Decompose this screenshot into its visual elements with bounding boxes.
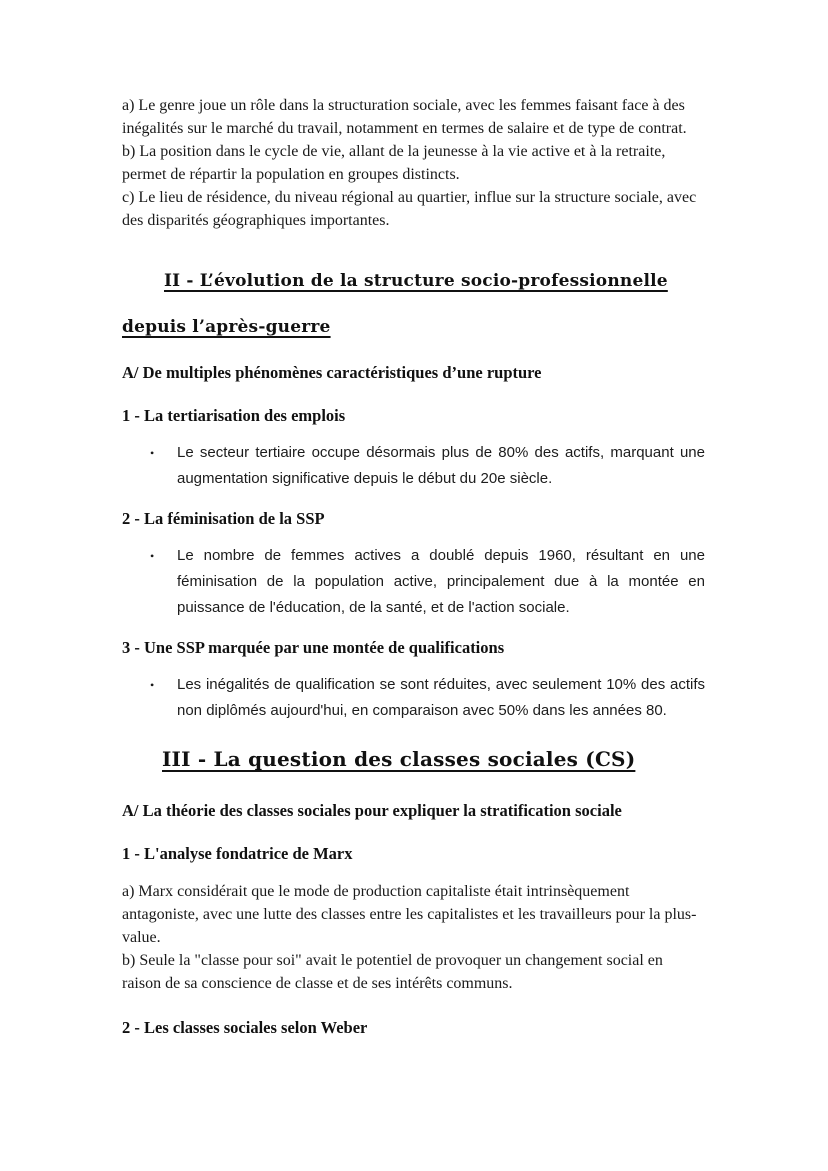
bullet-icon: • [150,678,155,692]
bullet-icon: • [150,549,155,563]
section-2-part-a-heading: A/ De multiples phénomènes caractéristiques d’une rupture [122,363,542,382]
section-3-sub-2-heading: 2 - Les classes sociales selon Weber [122,1018,368,1037]
intro-paragraph-group [122,94,705,232]
section-3-part-a-heading: A/ La théorie des classes sociales pour expliquer la stratification sociale [122,801,622,820]
section-2-sub-1-bullet-item [122,440,705,492]
section-3-title: III - La question des classes sociales (CS) [162,747,636,771]
intro-item-a: a) Le genre joue un rôle dans la structuration sociale, avec les femmes faisant face à des inégalités sur le marché du travail, notamment en termes de salaire et de type de contrat. [122,97,687,137]
section-2-sub-3-bullet-text: Les inégalités de qualification se sont réduites, avec seulement 10% des actifs non diplômés aujourd'hui, en comparaison avec 50% dans les années 80. [177,676,705,719]
marx-paragraph-a: a) Marx considérait que le mode de production capitaliste était intrinsèquement antagoniste, avec une lutte des classes entre les capitalistes et les travailleurs pour la plus-value. [122,883,697,946]
bullet-icon: • [150,446,155,460]
section-2-sub-1-bullet-text: Le secteur tertiaire occupe désormais plus de 80% des actifs, marquant une augmentation significative depuis le début du 20e siècle. [177,444,705,487]
section-2-sub-3-bullet-item [122,672,705,724]
section-2-title: II - L’évolution de la structure socio-professionnelle depuis l’après-guerre [122,271,668,337]
marx-paragraph-group [122,880,705,995]
section-3-sub-1-heading: 1 - L'analyse fondatrice de Marx [122,844,353,863]
section-2-sub-2-bullet-text: Le nombre de femmes actives a doublé depuis 1960, résultant en une féminisation de la population active, principalement due à la montée en puissance de l'éducation, de la santé, et de l'action sociale. [177,547,705,616]
intro-item-b: b) La position dans le cycle de vie, allant de la jeunesse à la vie active et à la retraite, permet de répartir la population en groupes distincts. [122,143,666,183]
section-2-sub-3-heading: 3 - Une SSP marquée par une montée de qualifications [122,638,505,657]
section-2-sub-1-heading: 1 - La tertiarisation des emplois [122,406,346,425]
section-2-sub-2-heading: 2 - La féminisation de la SSP [122,509,325,528]
marx-paragraph-b: b) Seule la "classe pour soi" avait le potentiel de provoquer un changement social en raison de sa conscience de classe et de ses intérêts communs. [122,952,663,992]
intro-item-c: c) Le lieu de résidence, du niveau régional au quartier, influe sur la structure sociale, avec des disparités géographiques importantes. [122,189,697,229]
section-2-sub-2-bullet-item [122,543,705,621]
